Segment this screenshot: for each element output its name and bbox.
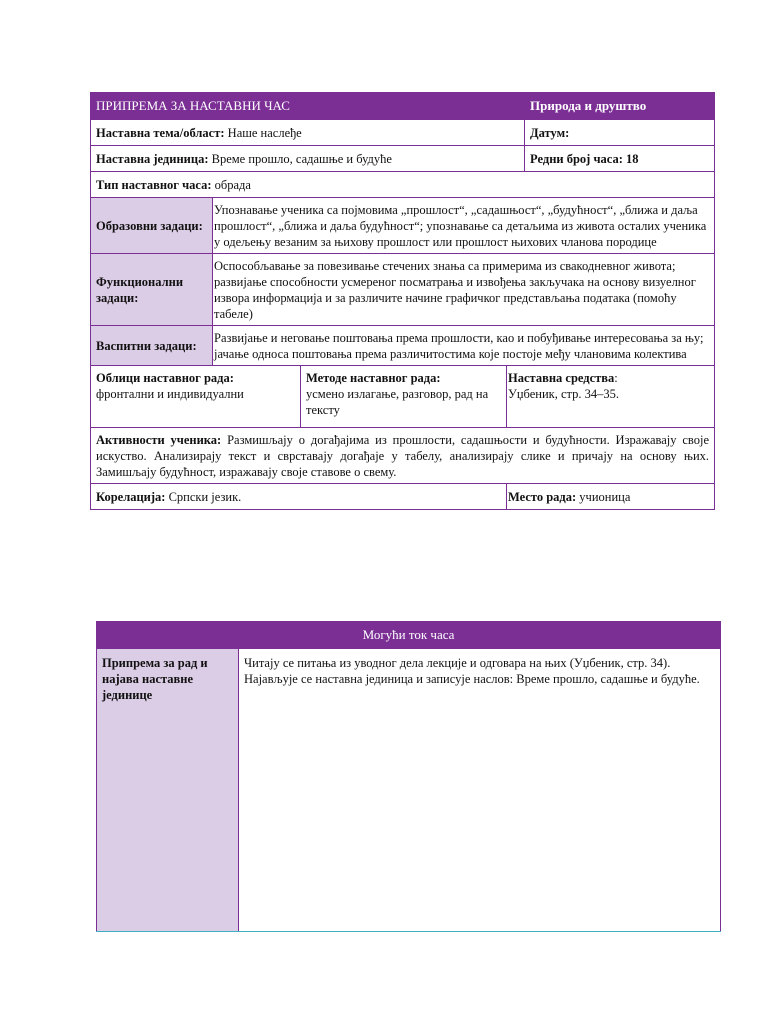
correlation-cell xyxy=(91,484,507,510)
lesson-type-cell xyxy=(91,172,715,198)
teaching-means-value: Уџбеник, стр. 34–35. xyxy=(508,387,620,401)
activities-cell xyxy=(91,428,715,484)
upbringing-tasks-label: Васпитни задаци: xyxy=(91,326,213,366)
date-label: Датум: xyxy=(530,125,570,140)
methods-cell xyxy=(301,366,507,428)
upbringing-tasks-text: Развијање и неговање поштовања према прошлости, као и побуђивање интересовања за њу; јачање односа поштовања према различитостима које постоје међу члановима колектива xyxy=(213,326,715,366)
lesson-number-cell xyxy=(525,146,715,172)
methods-label: Методе наставног рада: xyxy=(306,371,441,385)
work-forms-label: Облици наставног рада: xyxy=(96,371,234,385)
activities-value: Размишљају о догађајима из прошлости, садашњости и будућности. Изражавају своје искуство. Анализирају текст и сврставају догађаје у табелу, анализирају слике и причају на основу њих. Замишљају будућност, изражавају своје ставове о свему. xyxy=(96,433,710,479)
plan-title: ПРИПРЕМА ЗА НАСТАВНИ ЧАС xyxy=(91,93,525,120)
place-cell xyxy=(507,484,715,510)
teaching-means-colon: : xyxy=(614,371,618,385)
educational-tasks-text: Упознавање ученика са појмовима „прошлост“, „садашњост“, „будућност“, „ближа и даља прошлост“, „ближа и даља будућност“; упознавање са детаљима из живота осталих ученика у одељењу везаним за њихову прошлост или прошлост њихових чланова породице xyxy=(213,198,715,254)
lesson-type-value: обрада xyxy=(214,177,251,192)
work-forms-cell xyxy=(91,366,301,428)
functional-tasks-text: Оспособљавање за повезивање стечених знања са примерима из свакодневног живота; развијање способности усмереног посматрања и извођења закључака на основу визуелног извора информација и за различите начине графичког представљања података (помоћу табеле) xyxy=(213,254,715,326)
lesson-flow-header: Могући ток часа xyxy=(97,622,721,649)
place-label: Место рада: xyxy=(508,489,577,504)
correlation-label: Корелација: xyxy=(96,489,166,504)
work-forms-value: фронтални и индивидуални xyxy=(96,387,244,401)
lesson-type-label: Тип наставног часа: xyxy=(96,177,212,192)
lesson-plan-table xyxy=(90,92,715,510)
topic-label: Наставна тема/област: xyxy=(96,125,225,140)
unit-cell xyxy=(91,146,525,172)
lesson-stage-content xyxy=(239,649,721,932)
educational-tasks-label: Образовни задаци: xyxy=(91,198,213,254)
activities-label: Активности ученика: xyxy=(96,433,222,447)
topic-value: Наше наслеђе xyxy=(227,125,302,140)
teaching-means-label: Наставна средства xyxy=(508,371,615,385)
lesson-stage-label: Припрема за рад и најава наставне јединице xyxy=(97,649,239,932)
unit-value: Време прошло, садашње и будуће xyxy=(211,151,392,166)
lesson-number-label: Редни број часа: 18 xyxy=(530,151,639,166)
lesson-stage-text-1: Читају се питања из уводног дела лекције и одговара на њих (Уџбеник, стр. 34). xyxy=(244,656,671,670)
date-cell xyxy=(525,120,715,146)
lesson-stage-text-2: Најављује се наставна јединица и записује наслов: Време прошло, садашње и будуће. xyxy=(244,672,700,686)
place-value: учионица xyxy=(579,489,631,504)
lesson-flow-table xyxy=(96,621,721,932)
topic-cell xyxy=(91,120,525,146)
teaching-means-cell xyxy=(507,366,715,428)
methods-value: усмено излагање, разговор, рад на тексту xyxy=(306,387,489,417)
subject-name: Природа и друштво xyxy=(525,93,715,120)
correlation-value: Српски језик. xyxy=(168,489,242,504)
unit-label: Наставна јединица: xyxy=(96,151,209,166)
functional-tasks-label: Функционални задаци: xyxy=(91,254,213,326)
